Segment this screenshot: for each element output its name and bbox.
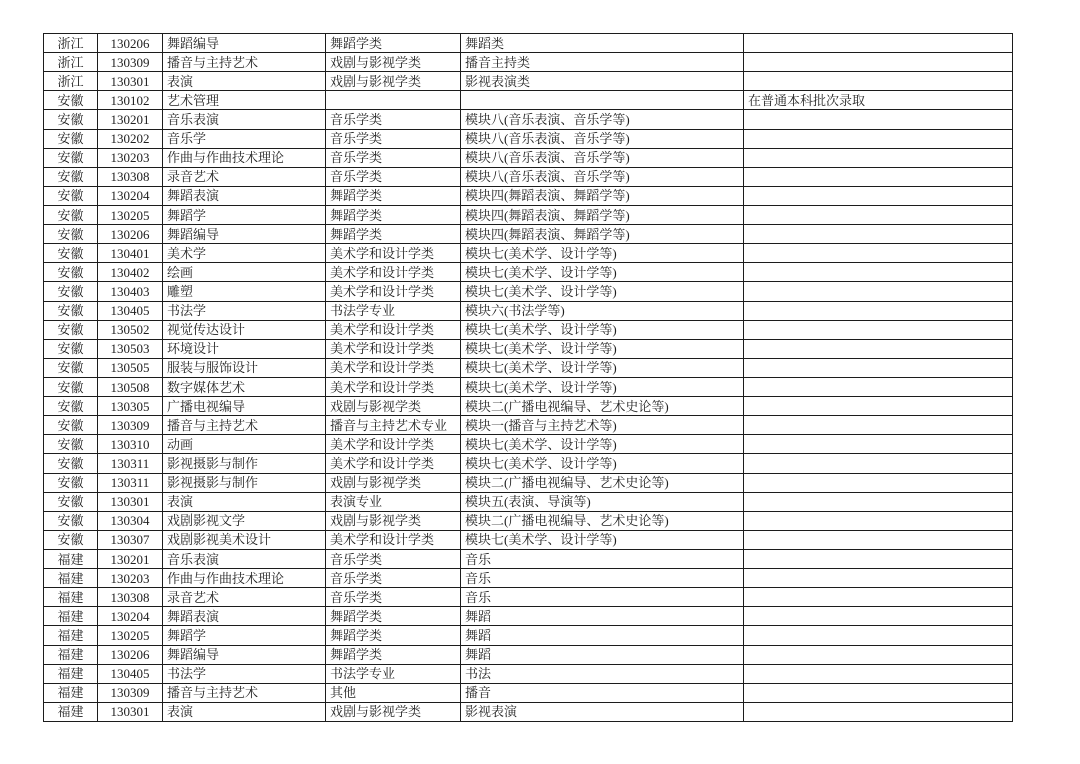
cell-module: 模块七(美术学、设计学等) bbox=[461, 339, 744, 358]
cell-province: 安徽 bbox=[44, 263, 98, 282]
cell-module: 模块七(美术学、设计学等) bbox=[461, 263, 744, 282]
cell-province: 安徽 bbox=[44, 225, 98, 244]
cell-major: 舞蹈学 bbox=[163, 626, 326, 645]
cell-major: 戏剧影视文学 bbox=[163, 511, 326, 530]
cell-major: 表演 bbox=[163, 72, 326, 91]
cell-province: 福建 bbox=[44, 702, 98, 721]
cell-note bbox=[744, 416, 1013, 435]
cell-category: 音乐学类 bbox=[326, 549, 461, 568]
cell-note bbox=[744, 702, 1013, 721]
cell-module: 模块八(音乐表演、音乐学等) bbox=[461, 148, 744, 167]
cell-module: 模块二(广播电视编导、艺术史论等) bbox=[461, 397, 744, 416]
cell-code: 130310 bbox=[98, 435, 163, 454]
cell-note bbox=[744, 167, 1013, 186]
cell-major: 播音与主持艺术 bbox=[163, 416, 326, 435]
cell-category: 戏剧与影视学类 bbox=[326, 702, 461, 721]
cell-module: 音乐 bbox=[461, 569, 744, 588]
cell-module: 模块七(美术学、设计学等) bbox=[461, 454, 744, 473]
cell-module: 音乐 bbox=[461, 588, 744, 607]
cell-category: 美术学和设计学类 bbox=[326, 263, 461, 282]
cell-major: 舞蹈编导 bbox=[163, 225, 326, 244]
cell-category: 美术学和设计学类 bbox=[326, 320, 461, 339]
cell-major: 播音与主持艺术 bbox=[163, 683, 326, 702]
cell-note bbox=[744, 110, 1013, 129]
cell-major: 影视摄影与制作 bbox=[163, 454, 326, 473]
cell-note bbox=[744, 72, 1013, 91]
cell-category: 舞蹈学类 bbox=[326, 186, 461, 205]
cell-code: 130203 bbox=[98, 569, 163, 588]
cell-province: 安徽 bbox=[44, 377, 98, 396]
cell-province: 福建 bbox=[44, 588, 98, 607]
cell-module: 模块七(美术学、设计学等) bbox=[461, 282, 744, 301]
cell-note bbox=[744, 225, 1013, 244]
admissions-table-container bbox=[43, 33, 1013, 722]
cell-module: 模块七(美术学、设计学等) bbox=[461, 320, 744, 339]
cell-major: 环境设计 bbox=[163, 339, 326, 358]
cell-module: 影视表演 bbox=[461, 702, 744, 721]
cell-province: 安徽 bbox=[44, 339, 98, 358]
cell-note bbox=[744, 454, 1013, 473]
cell-code: 130309 bbox=[98, 416, 163, 435]
cell-category: 美术学和设计学类 bbox=[326, 244, 461, 263]
cell-code: 130205 bbox=[98, 205, 163, 224]
table-row bbox=[44, 397, 1013, 416]
cell-code: 130202 bbox=[98, 129, 163, 148]
table-row bbox=[44, 72, 1013, 91]
cell-module: 模块七(美术学、设计学等) bbox=[461, 244, 744, 263]
cell-module: 影视表演类 bbox=[461, 72, 744, 91]
table-row bbox=[44, 702, 1013, 721]
table-row bbox=[44, 186, 1013, 205]
cell-province: 安徽 bbox=[44, 454, 98, 473]
cell-major: 表演 bbox=[163, 702, 326, 721]
cell-note bbox=[744, 129, 1013, 148]
cell-major: 美术学 bbox=[163, 244, 326, 263]
cell-province: 安徽 bbox=[44, 301, 98, 320]
cell-major: 舞蹈编导 bbox=[163, 645, 326, 664]
cell-module: 模块七(美术学、设计学等) bbox=[461, 530, 744, 549]
cell-note bbox=[744, 645, 1013, 664]
table-row bbox=[44, 473, 1013, 492]
cell-code: 130309 bbox=[98, 683, 163, 702]
table-row bbox=[44, 377, 1013, 396]
cell-code: 130203 bbox=[98, 148, 163, 167]
cell-category: 表演专业 bbox=[326, 492, 461, 511]
cell-note bbox=[744, 511, 1013, 530]
table-row bbox=[44, 454, 1013, 473]
cell-code: 130309 bbox=[98, 53, 163, 72]
cell-province: 安徽 bbox=[44, 416, 98, 435]
cell-major: 作曲与作曲技术理论 bbox=[163, 569, 326, 588]
cell-code: 130304 bbox=[98, 511, 163, 530]
cell-code: 130206 bbox=[98, 645, 163, 664]
cell-module: 模块四(舞蹈表演、舞蹈学等) bbox=[461, 225, 744, 244]
cell-province: 安徽 bbox=[44, 148, 98, 167]
table-row bbox=[44, 110, 1013, 129]
table-row bbox=[44, 263, 1013, 282]
cell-major: 影视摄影与制作 bbox=[163, 473, 326, 492]
cell-note bbox=[744, 435, 1013, 454]
cell-module: 模块二(广播电视编导、艺术史论等) bbox=[461, 473, 744, 492]
cell-note bbox=[744, 607, 1013, 626]
cell-note bbox=[744, 186, 1013, 205]
cell-province: 安徽 bbox=[44, 91, 98, 110]
cell-province: 安徽 bbox=[44, 530, 98, 549]
cell-code: 130102 bbox=[98, 91, 163, 110]
table-row bbox=[44, 53, 1013, 72]
cell-major: 录音艺术 bbox=[163, 167, 326, 186]
cell-note: 在普通本科批次录取 bbox=[744, 91, 1013, 110]
cell-code: 130206 bbox=[98, 225, 163, 244]
cell-province: 安徽 bbox=[44, 129, 98, 148]
table-row bbox=[44, 626, 1013, 645]
cell-province: 安徽 bbox=[44, 511, 98, 530]
table-row bbox=[44, 225, 1013, 244]
cell-category: 音乐学类 bbox=[326, 110, 461, 129]
cell-province: 福建 bbox=[44, 549, 98, 568]
cell-note bbox=[744, 205, 1013, 224]
table-row bbox=[44, 339, 1013, 358]
cell-province: 福建 bbox=[44, 664, 98, 683]
cell-category: 美术学和设计学类 bbox=[326, 282, 461, 301]
table-row bbox=[44, 301, 1013, 320]
cell-province: 安徽 bbox=[44, 205, 98, 224]
cell-code: 130508 bbox=[98, 377, 163, 396]
cell-major: 音乐表演 bbox=[163, 549, 326, 568]
table-row bbox=[44, 607, 1013, 626]
table-row bbox=[44, 569, 1013, 588]
cell-major: 艺术管理 bbox=[163, 91, 326, 110]
cell-major: 舞蹈学 bbox=[163, 205, 326, 224]
cell-province: 安徽 bbox=[44, 110, 98, 129]
cell-code: 130301 bbox=[98, 72, 163, 91]
cell-category: 美术学和设计学类 bbox=[326, 358, 461, 377]
cell-category: 戏剧与影视学类 bbox=[326, 397, 461, 416]
cell-note bbox=[744, 244, 1013, 263]
cell-code: 130505 bbox=[98, 358, 163, 377]
admissions-majors-table bbox=[43, 33, 1013, 722]
cell-category: 书法学专业 bbox=[326, 664, 461, 683]
cell-province: 安徽 bbox=[44, 167, 98, 186]
cell-province: 福建 bbox=[44, 626, 98, 645]
table-row bbox=[44, 435, 1013, 454]
cell-module: 模块七(美术学、设计学等) bbox=[461, 358, 744, 377]
cell-category: 美术学和设计学类 bbox=[326, 377, 461, 396]
cell-province: 安徽 bbox=[44, 358, 98, 377]
cell-note bbox=[744, 492, 1013, 511]
cell-code: 130405 bbox=[98, 664, 163, 683]
cell-code: 130405 bbox=[98, 301, 163, 320]
cell-category: 美术学和设计学类 bbox=[326, 435, 461, 454]
cell-province: 安徽 bbox=[44, 282, 98, 301]
cell-major: 视觉传达设计 bbox=[163, 320, 326, 339]
cell-category: 音乐学类 bbox=[326, 569, 461, 588]
cell-province: 安徽 bbox=[44, 435, 98, 454]
cell-category: 舞蹈学类 bbox=[326, 626, 461, 645]
cell-province: 浙江 bbox=[44, 53, 98, 72]
cell-code: 130308 bbox=[98, 167, 163, 186]
cell-major: 作曲与作曲技术理论 bbox=[163, 148, 326, 167]
cell-note bbox=[744, 397, 1013, 416]
cell-note bbox=[744, 626, 1013, 645]
table-row bbox=[44, 129, 1013, 148]
cell-code: 130204 bbox=[98, 186, 163, 205]
cell-module: 舞蹈类 bbox=[461, 34, 744, 53]
cell-code: 130401 bbox=[98, 244, 163, 263]
cell-code: 130502 bbox=[98, 320, 163, 339]
table-row bbox=[44, 282, 1013, 301]
cell-code: 130301 bbox=[98, 702, 163, 721]
cell-note bbox=[744, 377, 1013, 396]
cell-major: 雕塑 bbox=[163, 282, 326, 301]
cell-major: 表演 bbox=[163, 492, 326, 511]
cell-major: 舞蹈表演 bbox=[163, 607, 326, 626]
cell-code: 130402 bbox=[98, 263, 163, 282]
cell-category: 播音与主持艺术专业 bbox=[326, 416, 461, 435]
cell-code: 130206 bbox=[98, 34, 163, 53]
cell-note bbox=[744, 53, 1013, 72]
cell-major: 书法学 bbox=[163, 664, 326, 683]
cell-note bbox=[744, 530, 1013, 549]
cell-major: 舞蹈编导 bbox=[163, 34, 326, 53]
cell-code: 130305 bbox=[98, 397, 163, 416]
table-row bbox=[44, 320, 1013, 339]
cell-code: 130403 bbox=[98, 282, 163, 301]
cell-module: 模块八(音乐表演、音乐学等) bbox=[461, 110, 744, 129]
cell-province: 安徽 bbox=[44, 320, 98, 339]
cell-code: 130503 bbox=[98, 339, 163, 358]
cell-note bbox=[744, 664, 1013, 683]
table-row bbox=[44, 416, 1013, 435]
cell-major: 音乐学 bbox=[163, 129, 326, 148]
cell-major: 绘画 bbox=[163, 263, 326, 282]
cell-category: 音乐学类 bbox=[326, 588, 461, 607]
cell-major: 数字媒体艺术 bbox=[163, 377, 326, 396]
cell-category: 音乐学类 bbox=[326, 148, 461, 167]
cell-category: 美术学和设计学类 bbox=[326, 339, 461, 358]
cell-category: 书法学专业 bbox=[326, 301, 461, 320]
cell-category: 舞蹈学类 bbox=[326, 645, 461, 664]
cell-note bbox=[744, 301, 1013, 320]
table-row bbox=[44, 549, 1013, 568]
cell-code: 130204 bbox=[98, 607, 163, 626]
cell-code: 130311 bbox=[98, 473, 163, 492]
cell-province: 浙江 bbox=[44, 34, 98, 53]
cell-category: 美术学和设计学类 bbox=[326, 454, 461, 473]
cell-module: 模块四(舞蹈表演、舞蹈学等) bbox=[461, 205, 744, 224]
cell-module: 模块五(表演、导演等) bbox=[461, 492, 744, 511]
cell-module bbox=[461, 91, 744, 110]
cell-category: 戏剧与影视学类 bbox=[326, 473, 461, 492]
cell-module: 舞蹈 bbox=[461, 607, 744, 626]
cell-category bbox=[326, 91, 461, 110]
cell-code: 130307 bbox=[98, 530, 163, 549]
cell-module: 模块八(音乐表演、音乐学等) bbox=[461, 129, 744, 148]
cell-module: 播音主持类 bbox=[461, 53, 744, 72]
cell-category: 戏剧与影视学类 bbox=[326, 72, 461, 91]
table-row bbox=[44, 588, 1013, 607]
cell-category: 音乐学类 bbox=[326, 167, 461, 186]
cell-note bbox=[744, 339, 1013, 358]
cell-major: 动画 bbox=[163, 435, 326, 454]
cell-province: 福建 bbox=[44, 645, 98, 664]
cell-note bbox=[744, 263, 1013, 282]
cell-major: 书法学 bbox=[163, 301, 326, 320]
table-row bbox=[44, 91, 1013, 110]
table-row bbox=[44, 167, 1013, 186]
cell-note bbox=[744, 148, 1013, 167]
cell-note bbox=[744, 683, 1013, 702]
cell-category: 戏剧与影视学类 bbox=[326, 511, 461, 530]
table-row bbox=[44, 664, 1013, 683]
cell-module: 模块四(舞蹈表演、舞蹈学等) bbox=[461, 186, 744, 205]
cell-note bbox=[744, 473, 1013, 492]
cell-category: 美术学和设计学类 bbox=[326, 530, 461, 549]
cell-module: 书法 bbox=[461, 664, 744, 683]
cell-province: 安徽 bbox=[44, 244, 98, 263]
cell-module: 舞蹈 bbox=[461, 645, 744, 664]
cell-code: 130311 bbox=[98, 454, 163, 473]
cell-category: 舞蹈学类 bbox=[326, 34, 461, 53]
cell-module: 模块一(播音与主持艺术等) bbox=[461, 416, 744, 435]
cell-major: 广播电视编导 bbox=[163, 397, 326, 416]
cell-code: 130201 bbox=[98, 110, 163, 129]
cell-province: 福建 bbox=[44, 569, 98, 588]
table-body bbox=[44, 34, 1013, 722]
table-row bbox=[44, 205, 1013, 224]
cell-note bbox=[744, 588, 1013, 607]
cell-province: 福建 bbox=[44, 607, 98, 626]
table-row bbox=[44, 358, 1013, 377]
cell-major: 舞蹈表演 bbox=[163, 186, 326, 205]
cell-note bbox=[744, 358, 1013, 377]
cell-module: 播音 bbox=[461, 683, 744, 702]
cell-code: 130301 bbox=[98, 492, 163, 511]
cell-major: 录音艺术 bbox=[163, 588, 326, 607]
table-row bbox=[44, 492, 1013, 511]
cell-code: 130308 bbox=[98, 588, 163, 607]
table-row bbox=[44, 148, 1013, 167]
cell-province: 安徽 bbox=[44, 473, 98, 492]
cell-major: 播音与主持艺术 bbox=[163, 53, 326, 72]
cell-category: 舞蹈学类 bbox=[326, 607, 461, 626]
table-row bbox=[44, 34, 1013, 53]
cell-note bbox=[744, 34, 1013, 53]
cell-module: 模块八(音乐表演、音乐学等) bbox=[461, 167, 744, 186]
cell-category: 舞蹈学类 bbox=[326, 225, 461, 244]
cell-code: 130201 bbox=[98, 549, 163, 568]
cell-province: 福建 bbox=[44, 683, 98, 702]
cell-major: 服装与服饰设计 bbox=[163, 358, 326, 377]
table-row bbox=[44, 683, 1013, 702]
cell-category: 戏剧与影视学类 bbox=[326, 53, 461, 72]
cell-module: 模块二(广播电视编导、艺术史论等) bbox=[461, 511, 744, 530]
cell-major: 戏剧影视美术设计 bbox=[163, 530, 326, 549]
cell-module: 舞蹈 bbox=[461, 626, 744, 645]
table-row bbox=[44, 645, 1013, 664]
cell-province: 浙江 bbox=[44, 72, 98, 91]
cell-province: 安徽 bbox=[44, 397, 98, 416]
cell-module: 模块七(美术学、设计学等) bbox=[461, 435, 744, 454]
cell-category: 其他 bbox=[326, 683, 461, 702]
cell-code: 130205 bbox=[98, 626, 163, 645]
cell-note bbox=[744, 549, 1013, 568]
cell-note bbox=[744, 569, 1013, 588]
cell-province: 安徽 bbox=[44, 492, 98, 511]
cell-note bbox=[744, 282, 1013, 301]
cell-major: 音乐表演 bbox=[163, 110, 326, 129]
table-row bbox=[44, 511, 1013, 530]
cell-category: 音乐学类 bbox=[326, 129, 461, 148]
table-row bbox=[44, 244, 1013, 263]
cell-module: 模块六(书法学等) bbox=[461, 301, 744, 320]
table-row bbox=[44, 530, 1013, 549]
cell-category: 舞蹈学类 bbox=[326, 205, 461, 224]
cell-province: 安徽 bbox=[44, 186, 98, 205]
cell-note bbox=[744, 320, 1013, 339]
cell-module: 音乐 bbox=[461, 549, 744, 568]
cell-module: 模块七(美术学、设计学等) bbox=[461, 377, 744, 396]
